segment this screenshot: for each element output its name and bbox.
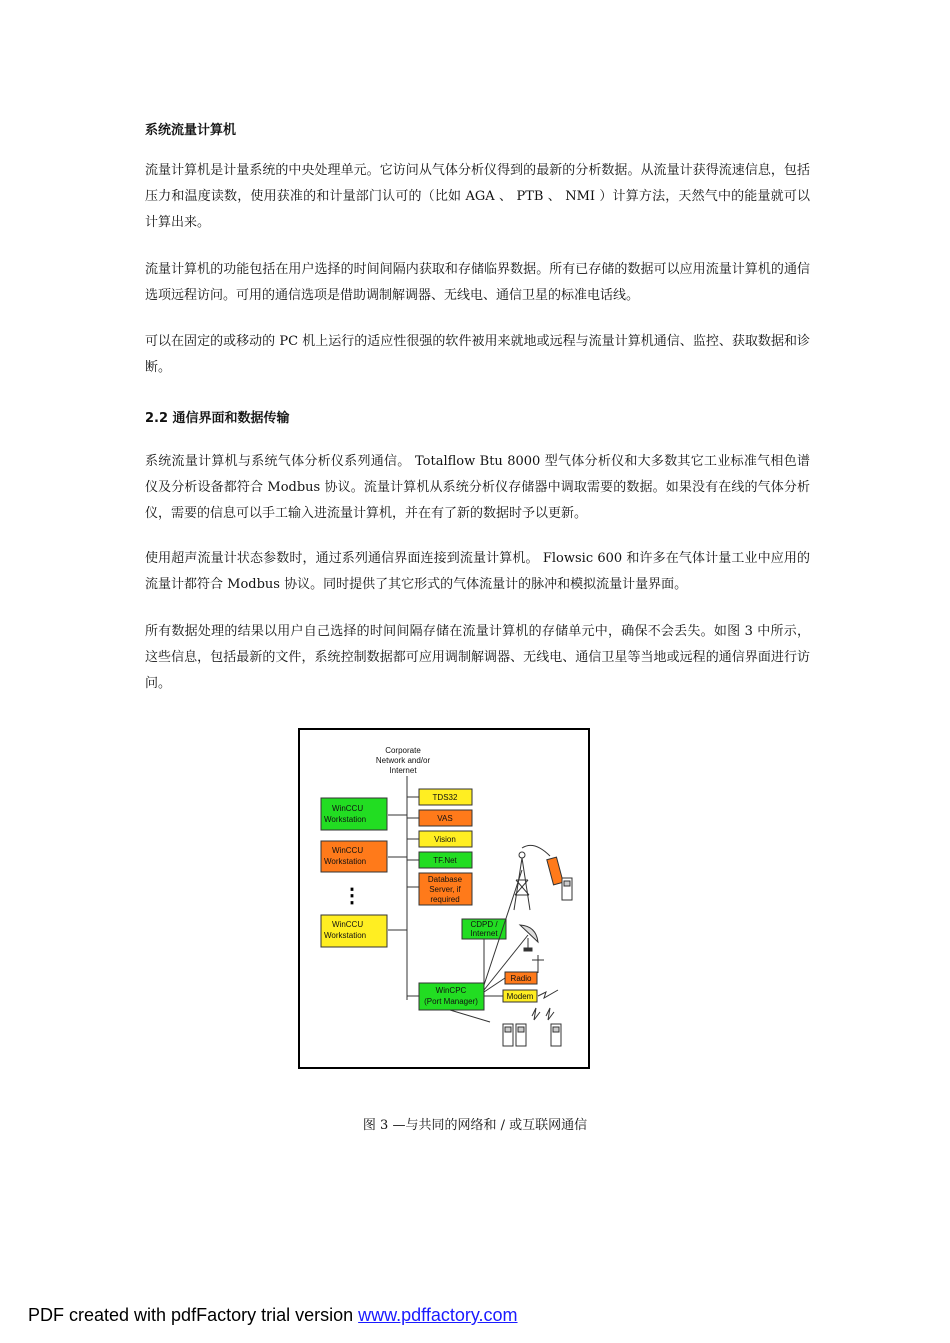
box-label: WinCPC bbox=[435, 986, 467, 995]
box-label: Workstation bbox=[324, 931, 367, 940]
box-label: Database bbox=[427, 875, 463, 884]
handheld-device-icon bbox=[547, 857, 563, 885]
box-label: VAS bbox=[437, 814, 453, 823]
section-heading: 系统流量计算机 bbox=[145, 123, 237, 138]
box-label: Workstation bbox=[324, 815, 367, 824]
box-label: Workstation bbox=[324, 857, 367, 866]
paragraph: 使用超声流量计状态参数时，通过系列通信界面连接到流量计算机。 Flowsic 600 和许多在气体计量工业中应用的流量计都符合 Modbus 协议。同时提供了其它形式的气体流量计的脉冲和模拟流量计量界面。 bbox=[145, 551, 810, 592]
box-label: TF.Net bbox=[433, 856, 457, 865]
ellipsis: ⋮ bbox=[342, 883, 362, 907]
pdf-footer bbox=[28, 1305, 518, 1326]
satellite-dish-icon bbox=[520, 925, 538, 951]
network-label-line: Corporate bbox=[385, 746, 421, 755]
box-label: Server, if bbox=[429, 885, 461, 894]
box-label: WinCCU bbox=[332, 804, 364, 813]
figure-caption: 图 3 —与共同的网络和 / 或互联网通信 bbox=[362, 1118, 588, 1133]
network-label-line: Network and/or bbox=[375, 756, 431, 765]
box-label: (Port Manager) bbox=[424, 997, 478, 1006]
box-label: Modem bbox=[506, 992, 534, 1001]
pdffactory-link[interactable]: www.pdffactory.com bbox=[358, 1305, 518, 1325]
box-label: WinCCU bbox=[332, 846, 364, 855]
wincCU-workstation-box bbox=[321, 798, 387, 830]
box-label: WinCCU bbox=[332, 920, 364, 929]
box-label: Internet bbox=[470, 929, 498, 938]
paragraph: 流量计算机的功能包括在用户选择的时间间隔内获取和存储临界数据。所有已存储的数据可以应用流量计算机的通信选项远程访问。可用的通信选项是借助调制解调器、无线电、通信卫星的标准电话线。 bbox=[145, 262, 810, 303]
box-label: required bbox=[430, 895, 460, 904]
radio-tower-icon bbox=[514, 845, 550, 910]
section-heading: 2.2 通信界面和数据传输 bbox=[145, 411, 290, 426]
network-diagram bbox=[300, 730, 588, 1067]
paragraph: 所有数据处理的结果以用户自己选择的时间间隔存储在流量计算机的存储单元中，确保不会丢失。如图 3 中所示，这些信息，包括最新的文件，系统控制数据都可应用调制解调器、无线电、通信卫星等当地或远程的通信界面进行访问。 bbox=[145, 624, 810, 691]
antenna-icon bbox=[532, 955, 544, 973]
paragraph: 系统流量计算机与系统气体分析仪系列通信。 Totalflow Btu 8000 型气体分析仪和大多数其它工业标准气相色谱仪及分析设备都符合 Modbus 协议。流量计算机从系统分析仪存储器中调取需要的数据。如果没有在线的气体分析仪，需要的信息可以手工输入进流量计算机，并在有了新的数据时予以更新。 bbox=[145, 454, 810, 521]
paragraph: 可以在固定的或移动的 PC 机上运行的适应性很强的软件被用来就地或远程与流量计算机通信、监控、获取数据和诊断。 bbox=[145, 334, 810, 375]
box-label: TDS32 bbox=[432, 793, 458, 802]
box-label: CDPD / bbox=[470, 920, 498, 929]
network-label-line: Internet bbox=[389, 766, 417, 775]
link bbox=[484, 978, 505, 992]
footer-text: PDF created with pdfFactory trial version bbox=[28, 1305, 359, 1325]
network-diagram-figure bbox=[298, 728, 590, 1069]
box-label: Vision bbox=[434, 835, 456, 844]
link bbox=[450, 1010, 490, 1022]
box-label: Radio bbox=[510, 974, 532, 983]
paragraph: 流量计算机是计量系统的中央处理单元。它访问从气体分析仪得到的最新的分析数据。从流量计获得流速信息，包括压力和温度读数，使用获准的和计量部门认可的（比如 AGA 、 PTB 、 NMI ）计算方法，天然气中的能量就可以计算出来。 bbox=[145, 163, 810, 230]
